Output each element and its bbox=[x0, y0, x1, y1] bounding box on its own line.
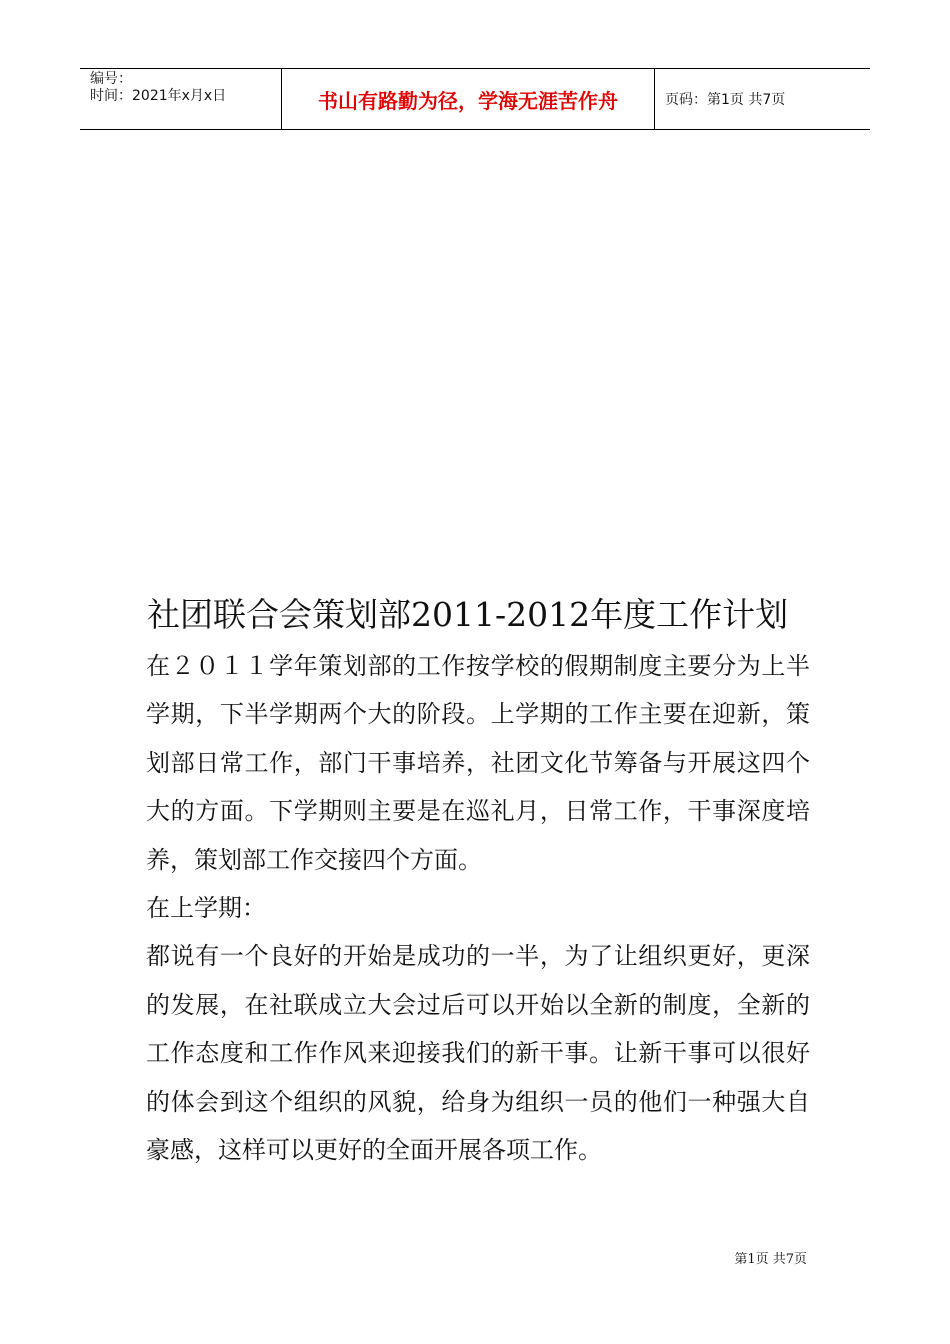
document-number-label: 编号： bbox=[90, 71, 132, 87]
page-header bbox=[80, 68, 870, 130]
header-meta bbox=[80, 69, 282, 129]
header-page-info: 页码：第1页 共7页 bbox=[665, 92, 786, 108]
document-body bbox=[146, 642, 810, 1174]
page-footer: 第1页 共7页 bbox=[734, 1252, 807, 1267]
body-paragraph: 都说有一个良好的开始是成功的一半，为了让组织更好，更深的发展，在社联成立大会过后可以开始以全新的制度，全新的工作态度和工作作风来迎接我们的新干事。让新干事可以很好的体会到这个组织的风貌，给身为组织一员的他们一种强大自豪感，这样可以更好的全面开展各项工作。 bbox=[146, 942, 810, 1165]
body-paragraph: 在２０１１学年策划部的工作按学校的假期制度主要分为上半学期，下半学期两个大的阶段。上学期的工作主要在迎新，策划部日常工作，部门干事培养，社团文化节筹备与开展这四个大的方面。下学期则主要是在巡礼月，日常工作，干事深度培养，策划部工作交接四个方面。 bbox=[146, 652, 810, 874]
body-paragraph: 在上学期： bbox=[146, 894, 266, 923]
document-title: 社团联合会策划部2011-2012年度工作计划 bbox=[147, 595, 789, 634]
document-time-label: 时间：2021年x月x日 bbox=[90, 88, 227, 104]
header-motto: 书山有路勤为径，学海无涯苦作舟 bbox=[282, 69, 655, 129]
